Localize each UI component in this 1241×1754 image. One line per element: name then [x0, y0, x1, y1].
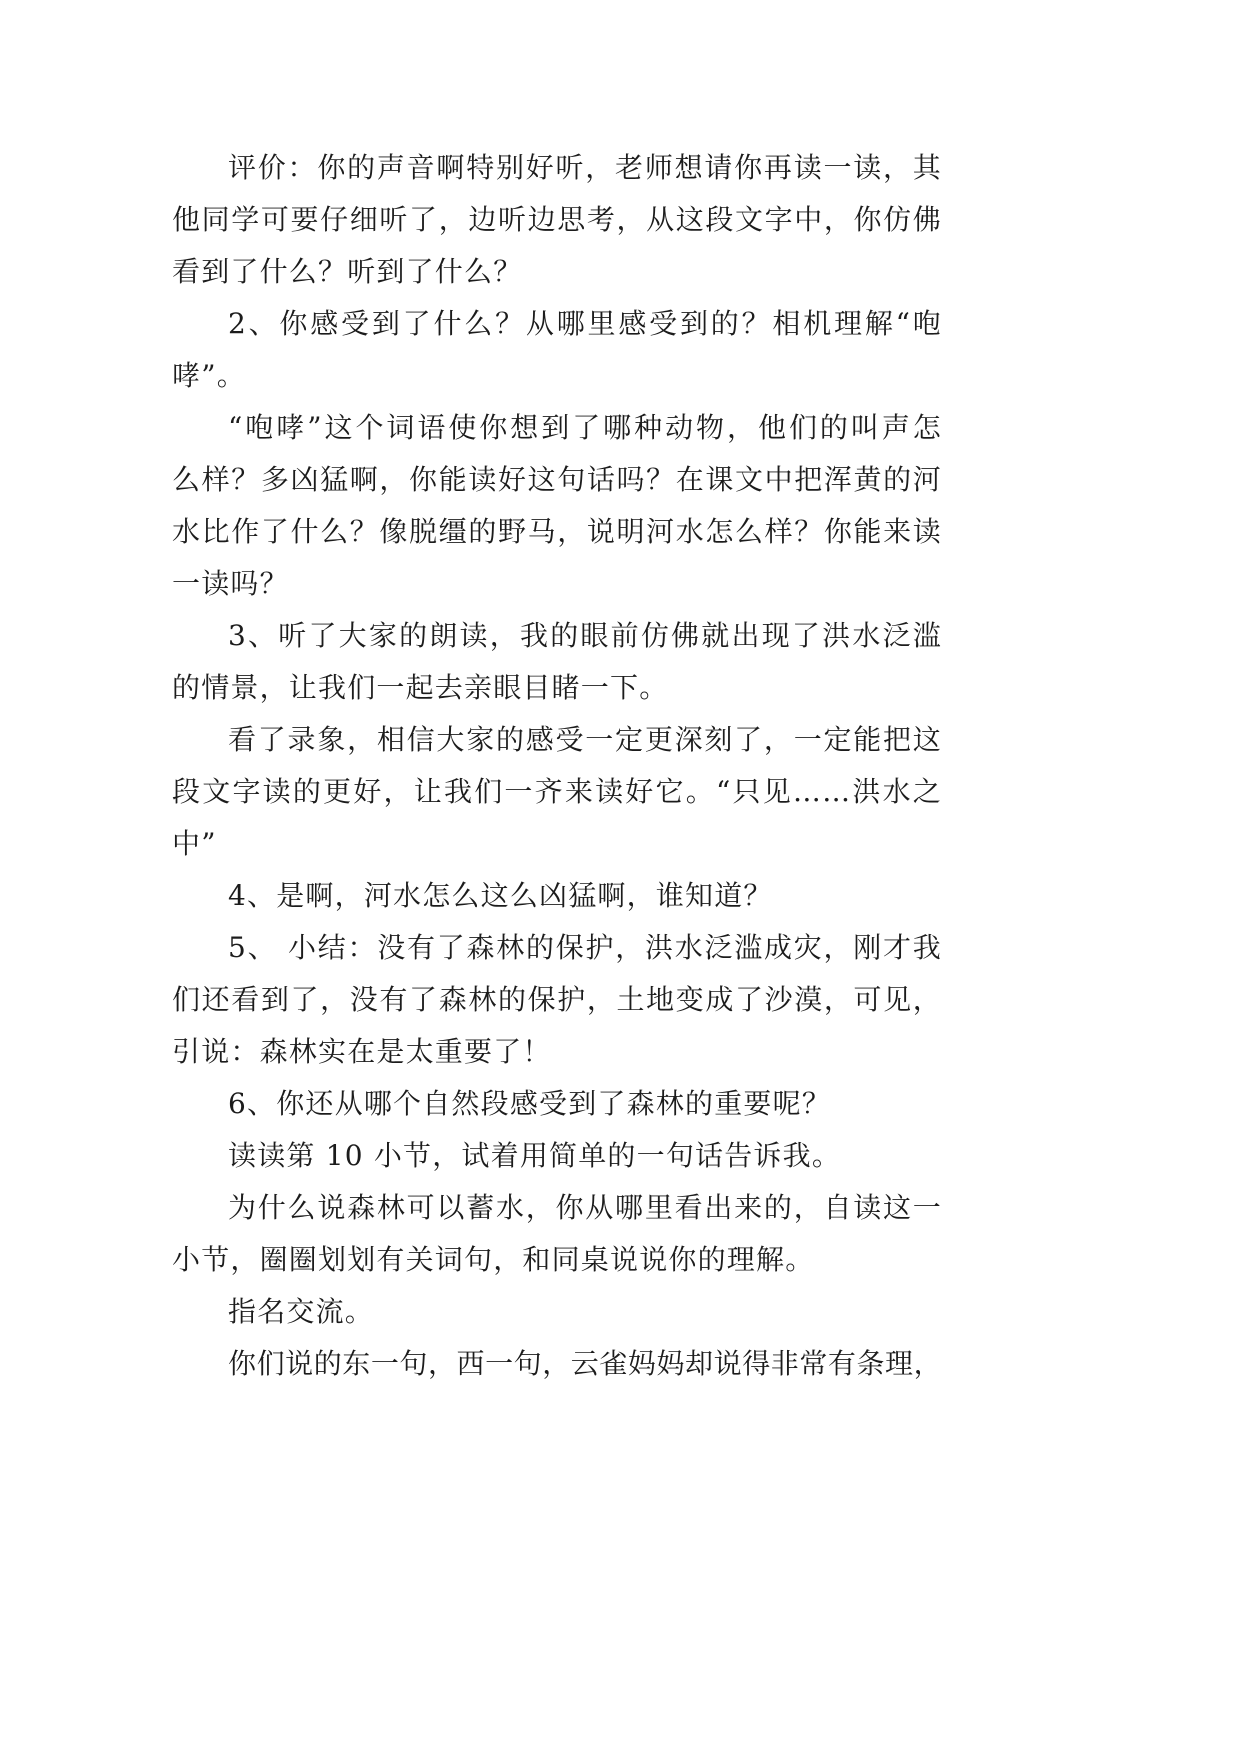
- line-text: 一读吗？: [172, 567, 289, 600]
- text-line: [172, 298, 942, 350]
- line-text: 引说：森林实在是太重要了！: [172, 1035, 552, 1068]
- line-text: 看到了什么？听到了什么？: [172, 255, 523, 288]
- paragraph: [172, 1130, 942, 1182]
- text-line: [172, 194, 942, 246]
- line-text: 3、听了大家的朗读，我的眼前仿佛就出现了洪水泛滥: [228, 619, 942, 652]
- line-text: 评价：你的声音啊特别好听，老师想请你再读一读，其: [228, 151, 942, 184]
- paragraph: [172, 1182, 942, 1286]
- text-line: [172, 402, 942, 454]
- line-text: 小节，圈圈划划有关词句，和同桌说说你的理解。: [172, 1243, 815, 1276]
- text-line: [172, 766, 942, 818]
- line-text: 2、你感受到了什么？从哪里感受到的？相机理解“咆: [228, 307, 942, 340]
- document-body: [172, 142, 942, 1390]
- line-text: 看了录象，相信大家的感受一定更深刻了，一定能把这: [228, 723, 942, 756]
- text-line: [172, 1182, 942, 1234]
- line-text: “咆哮”这个词语使你想到了哪种动物，他们的叫声怎: [228, 411, 942, 444]
- text-line: [172, 1130, 942, 1182]
- paragraph: [172, 870, 942, 922]
- text-line: [172, 350, 942, 402]
- line-text: 哮”。: [172, 359, 246, 392]
- text-line: [172, 610, 942, 662]
- text-line: [172, 1026, 942, 1078]
- paragraph: [172, 1338, 942, 1390]
- text-line: [172, 1286, 942, 1338]
- paragraph: [172, 610, 942, 714]
- line-text: 们还看到了，没有了森林的保护，土地变成了沙漠，可见，: [172, 983, 942, 1016]
- text-line: [172, 818, 942, 870]
- text-line: [172, 558, 942, 610]
- paragraph: [172, 714, 942, 870]
- text-line: [172, 714, 942, 766]
- text-line: [172, 246, 942, 298]
- line-text: 5、 小结：没有了森林的保护，洪水泛滥成灾，刚才我: [228, 931, 942, 964]
- paragraph: [172, 298, 942, 402]
- text-line: [172, 506, 942, 558]
- text-line: [172, 870, 942, 922]
- text-line: [172, 1338, 942, 1390]
- text-line: [172, 142, 942, 194]
- line-text: 的情景，让我们一起去亲眼目睹一下。: [172, 671, 669, 704]
- text-line: [172, 974, 942, 1026]
- line-text: 段文字读的更好，让我们一齐来读好它。“只见……洪水之: [172, 775, 942, 808]
- paragraph: [172, 1286, 942, 1338]
- line-text: 你们说的东一句，西一句，云雀妈妈却说得非常有条理，: [228, 1347, 942, 1380]
- paragraph: [172, 922, 942, 1078]
- line-text: 6、你还从哪个自然段感受到了森林的重要呢？: [228, 1087, 832, 1120]
- paragraph: [172, 402, 942, 610]
- line-text: 指名交流。: [228, 1295, 375, 1328]
- text-line: [172, 454, 942, 506]
- paragraph: [172, 1078, 942, 1130]
- line-text: 水比作了什么？像脱缰的野马，说明河水怎么样？你能来读: [172, 515, 942, 548]
- line-text: 4、是啊，河水怎么这么凶猛啊，谁知道？: [228, 879, 773, 912]
- line-text: 为什么说森林可以蓄水，你从哪里看出来的，自读这一: [228, 1191, 942, 1224]
- text-line: [172, 1234, 942, 1286]
- line-text: 么样？多凶猛啊，你能读好这句话吗？在课文中把浑黄的河: [172, 463, 942, 496]
- text-line: [172, 1078, 942, 1130]
- paragraph: [172, 142, 942, 298]
- text-line: [172, 922, 942, 974]
- line-text: 他同学可要仔细听了，边听边思考，从这段文字中，你仿佛: [172, 203, 942, 236]
- line-text: 中”: [172, 827, 217, 860]
- text-line: [172, 662, 942, 714]
- line-text: 读读第 10 小节，试着用简单的一句话告诉我。: [228, 1139, 842, 1172]
